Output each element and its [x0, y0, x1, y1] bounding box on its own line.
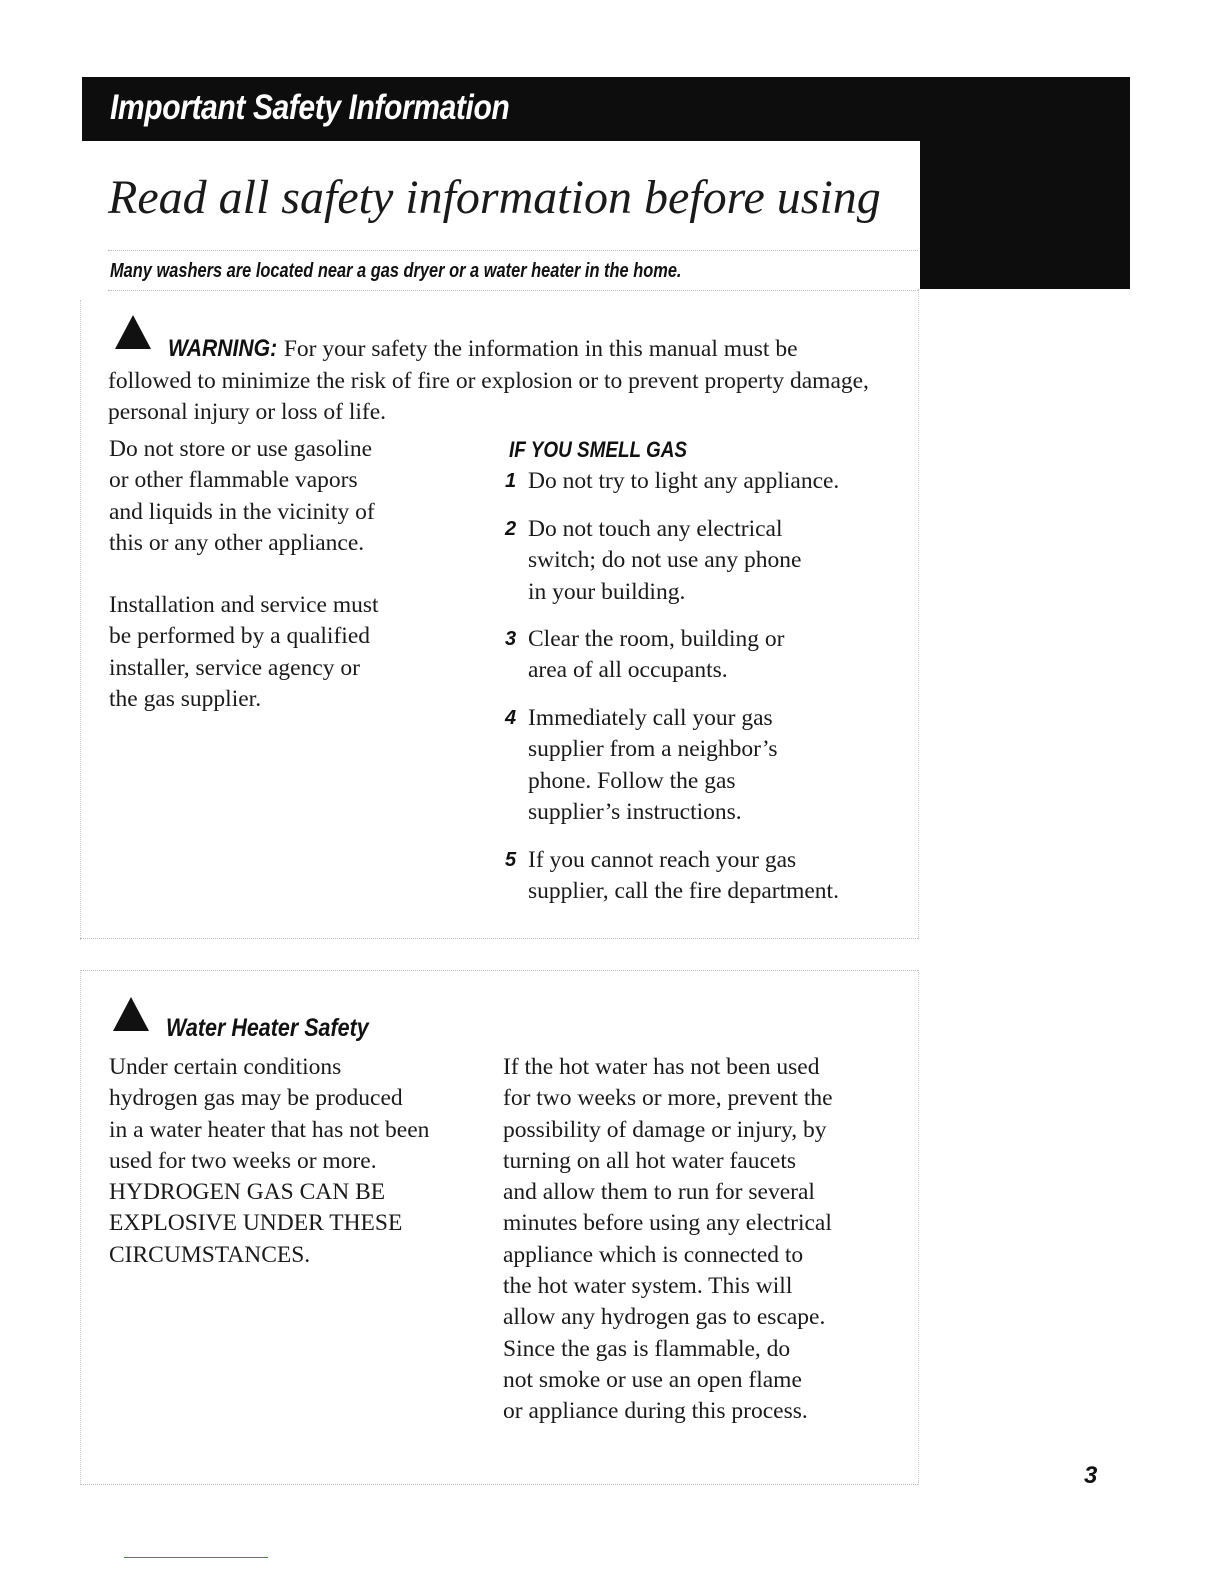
text-line: If the hot water has not been used [503, 1054, 820, 1080]
step-line: Immediately call your gas [528, 705, 773, 731]
text-line: or other flammable vapors [109, 467, 358, 494]
text-line: turning on all hot water faucets [503, 1147, 797, 1174]
water-heater-heading: Water Heater Safety [166, 1014, 369, 1042]
text-line: and liquids in the vicinity of [109, 498, 375, 525]
step-line: supplier’s instructions. [528, 798, 742, 825]
step-line: supplier from a neighbor’s [528, 736, 778, 763]
step-line: Do not try to light any appliance. [528, 468, 840, 494]
step-line: area of all occupants. [528, 657, 728, 684]
installation-notice [109, 590, 379, 715]
page-headline: Read all safety information before using [108, 171, 881, 224]
text-line: possibility of damage or injury, by [503, 1116, 827, 1143]
text-line: the hot water system. This will [503, 1273, 793, 1300]
text-line: used for two weeks or more. [109, 1147, 377, 1174]
box-border [80, 300, 81, 940]
text-line: for two weeks or more, prevent the [503, 1085, 833, 1112]
text-line: appliance which is connected to [503, 1241, 804, 1268]
box-border [80, 970, 918, 971]
text-line: allow any hydrogen gas to escape. [503, 1304, 826, 1331]
step-line: switch; do not use any phone [528, 547, 802, 574]
box-border [918, 289, 919, 939]
gas-steps-heading: IF YOU SMELL GAS [509, 437, 688, 462]
text-line: and allow them to run for several [503, 1179, 815, 1206]
text-line: be performed by a qualified [109, 623, 371, 650]
water-heater-left-text [109, 1052, 429, 1271]
box-border [80, 938, 918, 939]
text-line: Since the gas is flammable, do [503, 1335, 791, 1362]
text-line: or appliance during this process. [503, 1398, 808, 1425]
text-line: this or any other appliance. [109, 529, 365, 556]
step-number: 2 [505, 518, 517, 540]
step-number: 3 [505, 628, 517, 650]
box-border [80, 1484, 918, 1485]
text-line: installer, service agency or [109, 654, 360, 681]
text-line: Do not store or use gasoline [109, 436, 373, 462]
step-number: 1 [505, 470, 517, 492]
text-line: EXPLOSIVE UNDER THESE [109, 1210, 403, 1237]
divider [108, 250, 918, 251]
text-line: CIRCUMSTANCES. [109, 1241, 311, 1268]
header-tab-block [920, 141, 1130, 289]
warning-text: For your safety the information in this manual must be followed to minimize the risk of fire or explosion or to prevent property damage, personal injury or loss of life. [108, 336, 869, 425]
step-number: 4 [505, 707, 517, 729]
water-heater-right-text [503, 1052, 833, 1428]
step-line: If you cannot reach your gas [528, 847, 797, 873]
page-number: 3 [1084, 1462, 1098, 1489]
text-line: hydrogen gas may be produced [109, 1085, 403, 1112]
step-line: phone. Follow the gas [528, 767, 736, 794]
intro-text: Many washers are located near a gas dryer or a water heater in the home. [110, 260, 682, 282]
step-line: supplier, call the fire department. [528, 878, 839, 905]
text-line: minutes before using any electrical [503, 1210, 832, 1237]
footer-rule [124, 1557, 268, 1558]
box-border [80, 970, 81, 1485]
step-number: 5 [505, 849, 517, 871]
text-line: in a water heater that has not been [109, 1116, 430, 1143]
divider [108, 290, 918, 291]
step-line: Do not touch any electrical [528, 516, 783, 542]
warning-triangle-icon [112, 996, 150, 1032]
warning-label: WARNING: [168, 335, 278, 362]
text-line: Under certain conditions [109, 1054, 342, 1080]
text-line: Installation and service must [109, 592, 379, 618]
box-border [918, 970, 919, 1485]
header-title: Important Safety Information [110, 88, 510, 127]
gasoline-notice [109, 434, 375, 559]
warning-paragraph [108, 333, 878, 429]
text-line: the gas supplier. [109, 685, 262, 712]
text-line: not smoke or use an open flame [503, 1366, 802, 1393]
step-line: Clear the room, building or [528, 626, 785, 652]
step-line: in your building. [528, 578, 686, 605]
text-line: HYDROGEN GAS CAN BE [109, 1179, 386, 1206]
